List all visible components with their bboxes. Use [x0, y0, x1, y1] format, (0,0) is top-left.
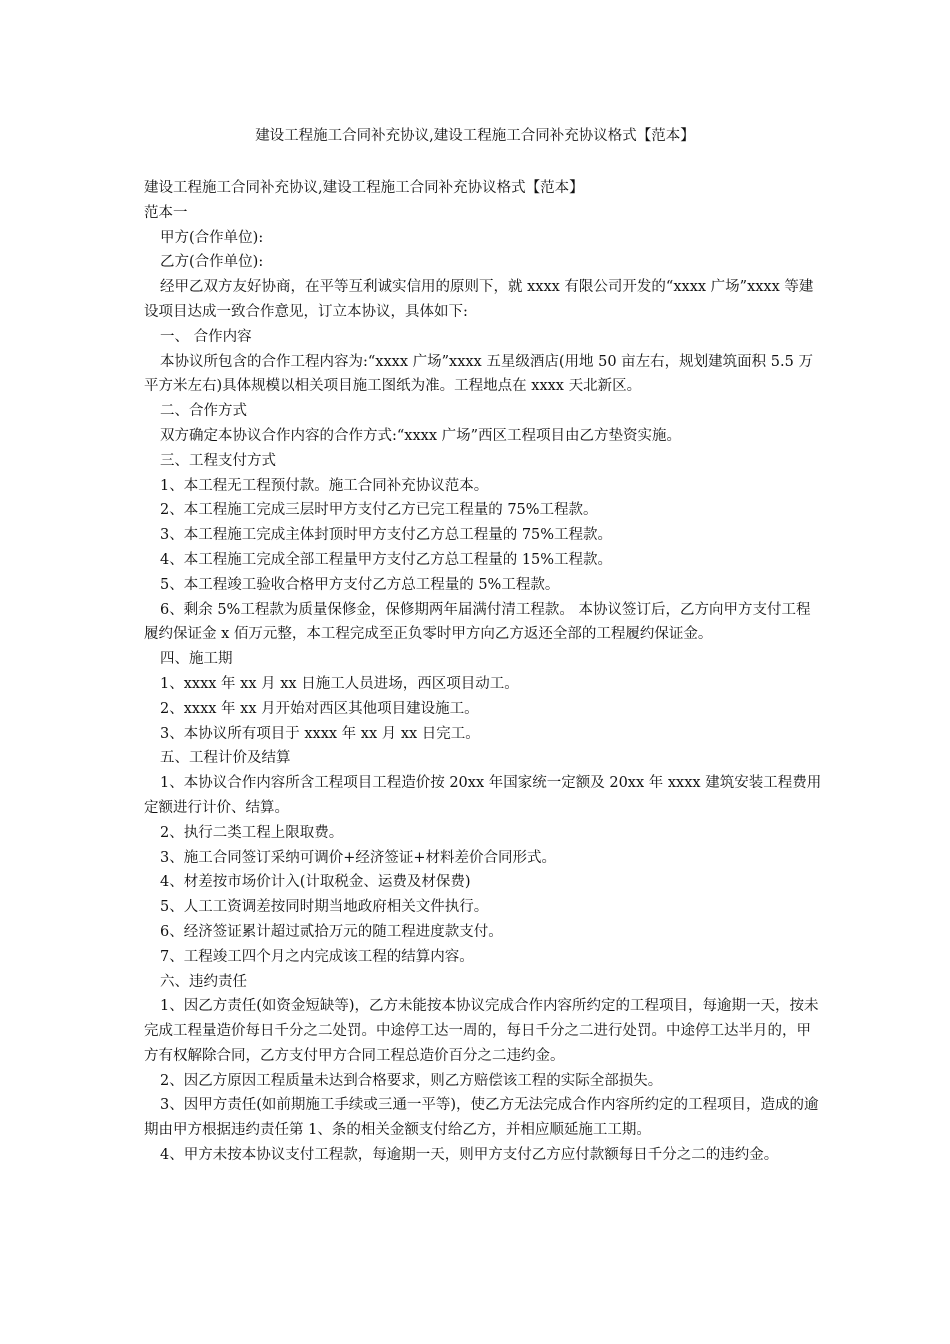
- paragraph: 7、工程竣工四个月之内完成该工程的结算内容。: [160, 948, 474, 965]
- paragraph: 范本一: [144, 204, 188, 221]
- paragraph: 5、本工程竣工验收合格甲方支付乙方总工程量的 5%工程款。: [160, 576, 560, 593]
- paragraph: 5、人工工资调差按同时期当地政府相关文件执行。: [160, 899, 489, 916]
- paragraph: 3、施工合同签订采纳可调价+经济签证+材料差价合同形式。: [160, 849, 557, 866]
- paragraph: 2、因乙方原因工程质量未达到合格要求，则乙方赔偿该工程的实际全部损失。: [160, 1072, 663, 1089]
- paragraph: 双方确定本协议合作内容的合作方式:“xxxx 广场”西区工程项目由乙方垫资实施。: [160, 427, 682, 444]
- paragraph: 六、违约责任: [160, 973, 247, 990]
- paragraph: 2、执行二类工程上限取费。: [160, 824, 344, 841]
- document-title: 建设工程施工合同补充协议,建设工程施工合同补充协议格式【范本】: [255, 128, 695, 144]
- paragraph: 本协议所包含的合作工程内容为:“xxxx 广场”xxxx 五星级酒店(用地 50 亩左右，规划建筑面积 5.5 万平方米左右)具体规模以相关项目施工图纸为准。工程地点在 xxxx 天北新区。: [144, 353, 813, 395]
- paragraph: 1、因乙方责任(如资金短缺等)，乙方未能按本协议完成合作内容所约定的工程项目，每逾期一天，按未完成工程量造价每日千分之二处罚。中途停工达一周的，每日千分之二进行处罚。中途停工达半月的，甲方有权解除合同，乙方支付甲方合同工程总造价百分之二违约金。: [144, 998, 819, 1064]
- paragraph: 四、施工期: [160, 651, 233, 668]
- paragraph: 3、本协议所有项目于 xxxx 年 xx 月 xx 日完工。: [160, 725, 480, 742]
- paragraph: 五、工程计价及结算: [160, 750, 291, 767]
- paragraph: 甲方(合作单位):: [160, 229, 264, 246]
- paragraph: 4、本工程施工完成全部工程量甲方支付乙方总工程量的 15%工程款。: [160, 551, 613, 568]
- paragraph: 建设工程施工合同补充协议,建设工程施工合同补充协议格式【范本】: [144, 180, 584, 196]
- paragraph: 6、剩余 5%工程款为质量保修金，保修期两年届满付清工程款。 本协议签订后，乙方向甲方支付工程履约保证金 x 佰万元整，本工程完成至正负零时甲方向乙方返还全部的工程履约保证金。: [144, 601, 811, 643]
- paragraph: 一、 合作内容: [160, 328, 252, 345]
- paragraph: 3、本工程施工完成主体封顶时甲方支付乙方总工程量的 75%工程款。: [160, 527, 613, 544]
- paragraph: 1、本工程无工程预付款。施工合同补充协议范本。: [160, 477, 489, 494]
- paragraph: 三、工程支付方式: [160, 452, 276, 469]
- paragraph: 1、本协议合作内容所含工程项目工程造价按 20xx 年国家统一定额及 20xx 年 xxxx 建筑安装工程费用定额进行计价、结算。: [144, 775, 822, 816]
- paragraph: 4、甲方未按本协议支付工程款，每逾期一天，则甲方支付乙方应付款额每日千分之二的违约金。: [160, 1147, 779, 1164]
- paragraph: 2、本工程施工完成三层时甲方支付乙方已完工程量的 75%工程款。: [160, 502, 598, 519]
- paragraph: 1、xxxx 年 xx 月 xx 日施工人员进场，西区项目动工。: [160, 675, 519, 692]
- paragraph: 经甲乙双方友好协商，在平等互利诚实信用的原则下，就 xxxx 有限公司开发的“xxxx 广场”xxxx 等建设项目达成一致合作意见，订立本协议，具体如下:: [144, 279, 814, 320]
- paragraph: 2、xxxx 年 xx 月开始对西区其他项目建设施工。: [160, 700, 479, 717]
- document-body: [144, 176, 824, 1168]
- paragraph: 二、合作方式: [160, 403, 247, 420]
- paragraph: 3、因甲方责任(如前期施工手续或三通一平等)，使乙方无法完成合作内容所约定的工程项目，造成的逾期由甲方根据违约责任第 1、条的相关金额支付给乙方，并相应顺延施工工期。: [144, 1097, 819, 1139]
- paragraph: 4、材差按市场价计入(计取税金、运费及材保费): [160, 874, 471, 891]
- paragraph: 6、经济签证累计超过贰拾万元的随工程进度款支付。: [160, 923, 503, 940]
- paragraph: 乙方(合作单位):: [160, 254, 264, 271]
